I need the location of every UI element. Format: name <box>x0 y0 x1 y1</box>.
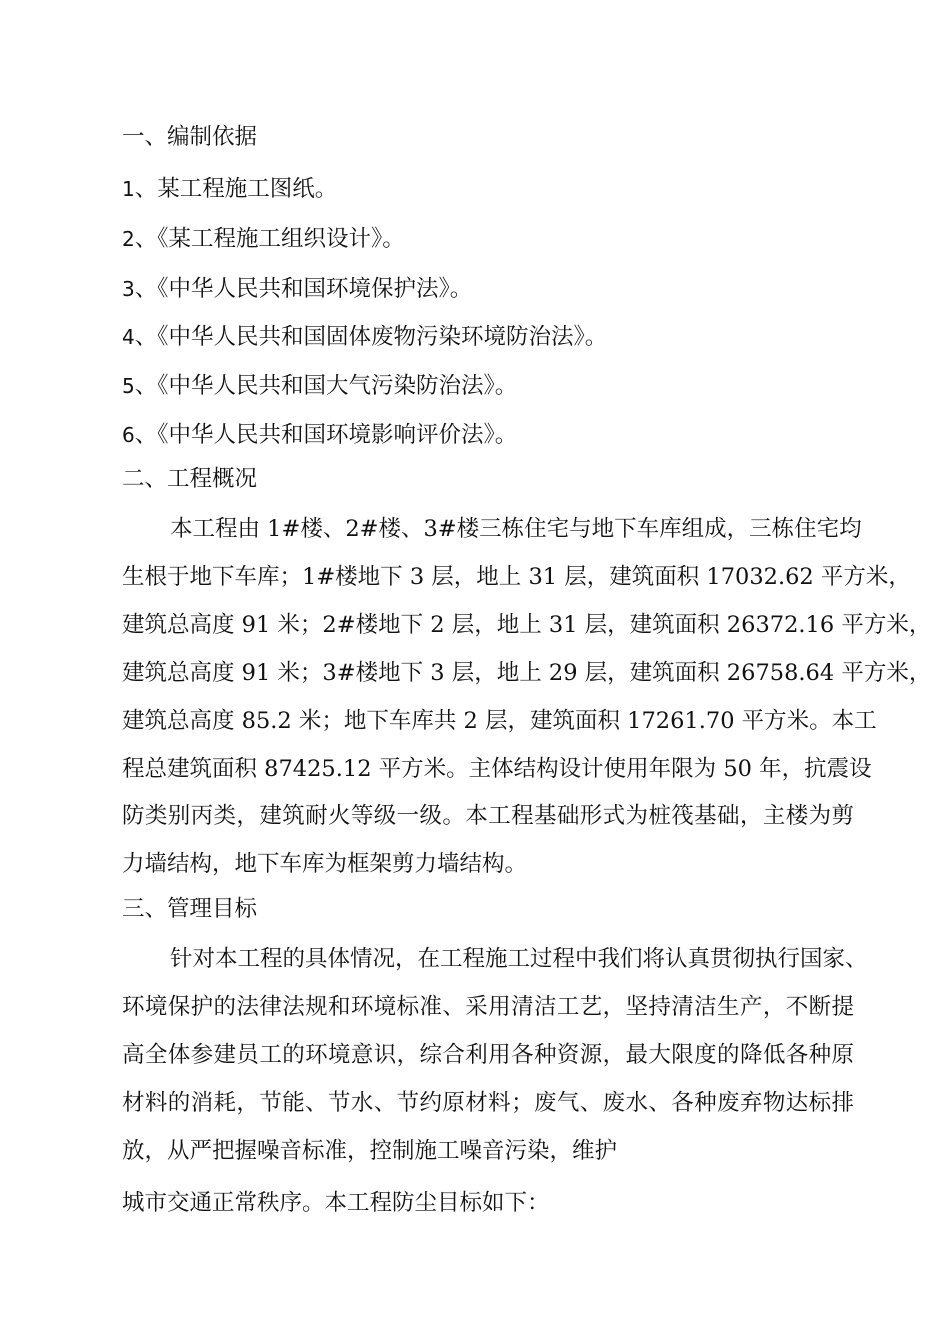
item-number: 2 <box>122 227 135 251</box>
basis-item-1 <box>122 174 337 204</box>
basis-item-6 <box>122 420 517 450</box>
basis-item-2 <box>122 224 405 254</box>
goals-line: 材料的消耗，节能、节水、节约原材料；废气、废水、各种废弃物达标排 <box>122 1090 854 1116</box>
overview-line: 力墙结构，地下车库为框架剪力墙结构。 <box>122 851 528 877</box>
item-text: 、某工程施工图纸。 <box>134 176 338 202</box>
basis-item-4 <box>122 322 607 352</box>
goals-line: 放，从严把握噪音标准，控制施工噪音污染，维护 <box>122 1138 618 1164</box>
goals-line: 针对本工程的具体情况，在工程施工过程中我们将认真贯彻执行国家、 <box>170 946 868 972</box>
section-heading-overview: 二、工程概况 <box>122 466 258 492</box>
basis-item-5 <box>122 371 517 401</box>
item-number: 6 <box>122 423 135 447</box>
overview-line: 防类别丙类，建筑耐火等级一级。本工程基础形式为桩筏基础，主楼为剪 <box>122 803 854 829</box>
basis-item-3 <box>122 274 472 304</box>
item-number: 1 <box>122 177 135 201</box>
goals-line: 环境保护的法律法规和环境标准、采用清洁工艺，坚持清洁生产，不断提 <box>122 994 854 1020</box>
overview-line: 建筑总高度 91 米；2#楼地下 2 层，地上 31 层，建筑面积 26372.16 平方米， <box>122 612 932 638</box>
overview-line: 本工程由 1#楼、2#楼、3#楼三栋住宅与地下车库组成，三栋住宅均 <box>170 516 862 542</box>
overview-line: 建筑总高度 85.2 米；地下车库共 2 层，建筑面积 17261.70 平方米。本工 <box>122 708 877 734</box>
item-text: 、《中华人民共和国环境保护法》。 <box>134 276 473 302</box>
item-number: 5 <box>122 374 135 398</box>
item-number: 4 <box>122 325 135 349</box>
overview-line: 程总建筑面积 87425.12 平方米。主体结构设计使用年限为 50 年，抗震设 <box>122 756 872 782</box>
section-heading-basis: 一、编制依据 <box>122 124 258 150</box>
item-number: 3 <box>122 277 135 301</box>
item-text: 、《中华人民共和国固体废物污染环境防治法》。 <box>134 324 608 350</box>
goals-line: 高全体参建员工的环境意识，综合利用各种资源，最大限度的降低各种原 <box>122 1042 854 1068</box>
item-text: 、《中华人民共和国大气污染防治法》。 <box>134 373 518 399</box>
item-text: 、《某工程施工组织设计》。 <box>134 226 405 252</box>
goals-line: 城市交通正常秩序。本工程防尘目标如下： <box>122 1190 550 1216</box>
section-heading-goals: 三、管理目标 <box>122 896 258 922</box>
item-text: 、《中华人民共和国环境影响评价法》。 <box>134 422 518 448</box>
overview-line: 生根于地下车库；1#楼地下 3 层，地上 31 层，建筑面积 17032.62 平方米， <box>122 564 911 590</box>
overview-line: 建筑总高度 91 米；3#楼地下 3 层，地上 29 层，建筑面积 26758.64 平方米， <box>122 660 932 686</box>
